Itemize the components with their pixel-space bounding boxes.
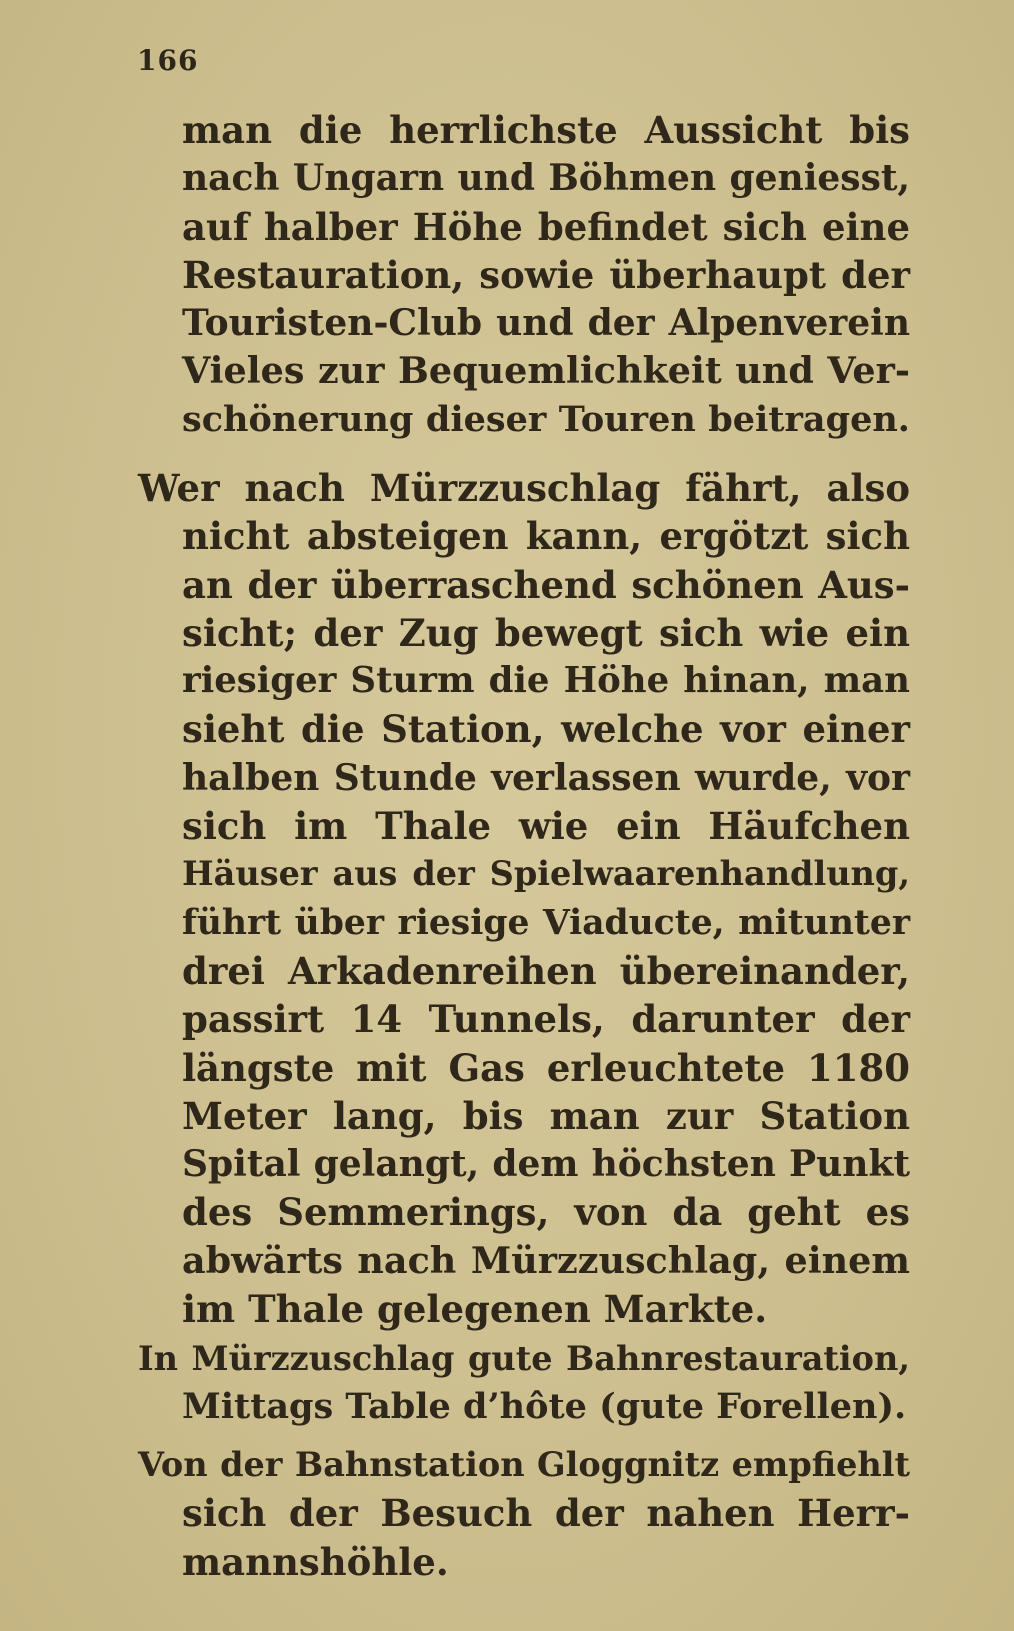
text-line: längste mit Gas erleuchtete 1180 — [182, 1045, 910, 1090]
text-line: des Semmerings, von da geht es — [182, 1190, 910, 1235]
text-line: sieht die Station, welche vor einer — [182, 707, 910, 752]
paragraph-2 — [138, 464, 910, 1333]
text-line: an der überraschend schönen Aus- — [182, 562, 910, 607]
text-line: Von der Bahnstation Gloggnitz empfiehlt — [138, 1445, 910, 1484]
text-line: Wer nach Mürzzuschlag fährt, also — [138, 466, 910, 510]
text-line: Meter lang, bis man zur Station — [182, 1093, 910, 1138]
text-line: halben Stunde verlassen wurde, vor — [182, 756, 910, 799]
text-line: sicht; der Zug bewegt sich wie ein — [182, 610, 910, 655]
text-line: abwärts nach Mürzzuschlag, einem — [182, 1238, 910, 1282]
text-line: passirt 14 Tunnels, darunter der — [182, 997, 910, 1042]
text-line: In Mürzzuschlag gute Bahnrestauration, — [138, 1339, 910, 1378]
paragraph-3 — [138, 1335, 910, 1432]
text-line: drei Arkadenreihen übereinander, — [182, 948, 910, 993]
text-line: riesiger Sturm die Höhe hinan, man — [182, 660, 910, 702]
text-line: Restauration, sowie überhaupt der — [182, 252, 910, 297]
paragraph-4 — [138, 1441, 910, 1586]
text-line: führt über riesige Viaducte, mitunter — [182, 902, 910, 943]
text-line: nicht absteigen kann, ergötzt sich — [182, 514, 910, 559]
text-line: im Thale gelegenen Markte. — [182, 1287, 768, 1332]
page-number: 166 — [137, 44, 199, 77]
text-line: man die herrlichste Aussicht bis — [182, 108, 910, 152]
text-line: Mittags Table d’hôte (gute Forellen). — [182, 1386, 907, 1428]
text-line: sich im Thale wie ein Häufchen — [182, 804, 910, 849]
text-line: Spital gelangt, dem höchsten Punkt — [182, 1143, 910, 1186]
text-line: schönerung dieser Touren beitragen. — [182, 398, 910, 440]
text-line: nach Ungarn und Böhmen geniesst, — [182, 157, 910, 200]
text-line: mannshöhle. — [182, 1539, 449, 1584]
text-line: auf halber Höhe befindet sich eine — [182, 204, 910, 249]
paragraph-1 — [182, 106, 910, 444]
text-line: Vieles zur Bequemlichkeit und Ver- — [182, 349, 910, 393]
text-line: Häuser aus der Spielwaarenhandlung, — [182, 854, 910, 894]
text-line: Touristen-Club und der Alpenverein — [182, 302, 910, 345]
text-line: sich der Besuch der nahen Herr- — [182, 1491, 910, 1536]
